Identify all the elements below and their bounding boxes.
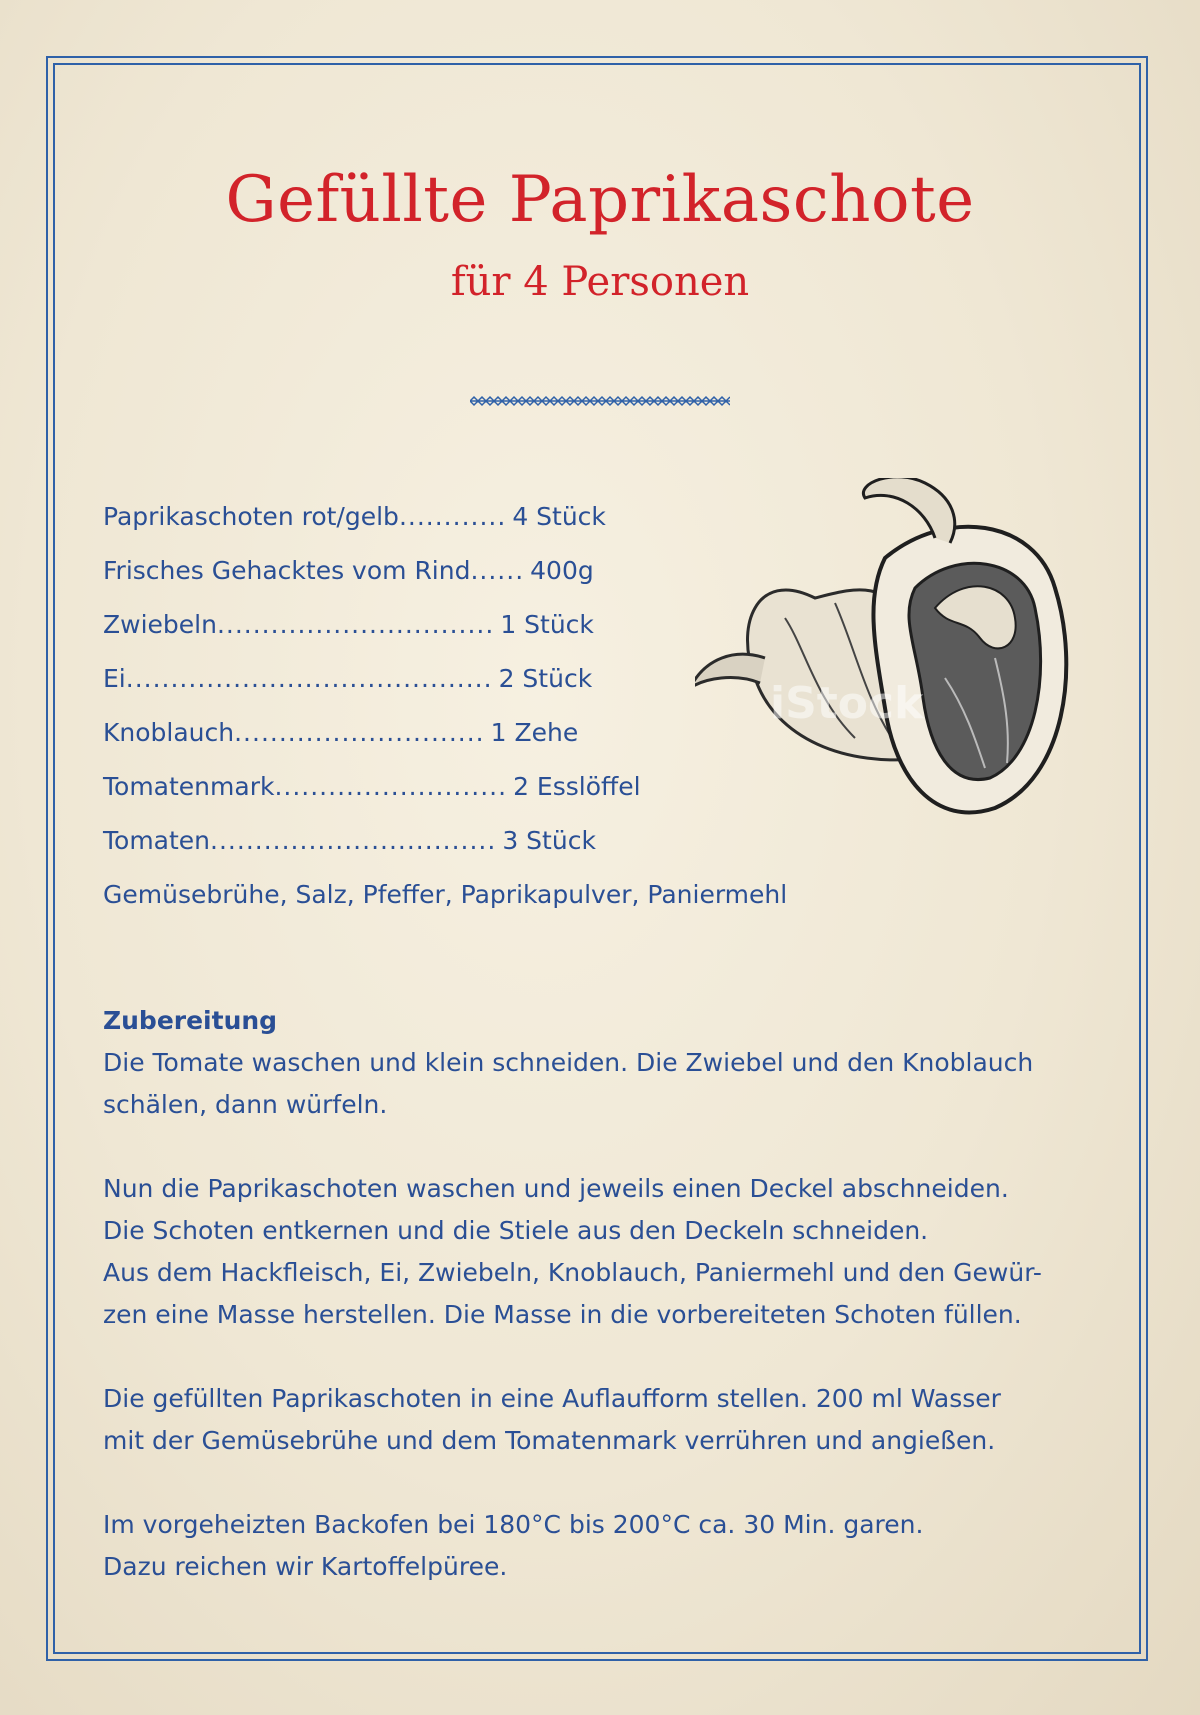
preparation-line: Aus dem Hackfleisch, Ei, Zwiebeln, Knoblauch, Paniermehl und den Gewür- <box>103 1258 1042 1287</box>
ingredient-leader-dots: ............................ <box>234 718 485 747</box>
ingredient-row <box>103 490 803 544</box>
ingredient-row <box>103 814 803 868</box>
ingredient-quantity: 1 Stück <box>500 610 594 639</box>
ingredient-list <box>103 490 803 922</box>
ingredient-leader-dots: ......................................... <box>125 664 493 693</box>
preparation-line: schälen, dann würfeln. <box>103 1090 388 1119</box>
ingredient-row <box>103 544 803 598</box>
ingredient-name: Paprikaschoten rot/gelb <box>103 502 399 531</box>
ingredient-leader-dots: ...... <box>470 556 525 585</box>
preparation-line: mit der Gemüsebrühe und dem Tomatenmark verrühren und angießen. <box>103 1426 996 1455</box>
preparation-line: Dazu reichen wir Kartoffelpüree. <box>103 1552 508 1581</box>
ingredient-leader-dots: ................................ <box>210 826 497 855</box>
ingredient-quantity: 1 Zehe <box>490 718 579 747</box>
ingredient-quantity: 4 Stück <box>512 502 606 531</box>
preparation-line: Die Schoten entkernen und die Stiele aus den Deckeln schneiden. <box>103 1216 929 1245</box>
ingredient-leader-dots: .......................... <box>274 772 508 801</box>
preparation-body <box>103 1042 1103 1588</box>
ingredient-row <box>103 598 803 652</box>
preparation-paragraph <box>103 1504 1103 1588</box>
ingredient-leader-dots: ............ <box>398 502 507 531</box>
ingredient-row <box>103 706 803 760</box>
preparation-line: Die Tomate waschen und klein schneiden. Die Zwiebel und den Knoblauch <box>103 1048 1034 1077</box>
preparation-paragraph <box>103 1378 1103 1462</box>
preparation-paragraph <box>103 1168 1103 1336</box>
ingredient-name: Knoblauch <box>103 718 235 747</box>
preparation-section <box>103 1000 1103 1630</box>
ingredient-leader-dots: ............................... <box>216 610 495 639</box>
preparation-line: Nun die Paprikaschoten waschen und jeweils einen Deckel abschneiden. <box>103 1174 1009 1203</box>
ornament-divider <box>470 393 730 409</box>
preparation-line: Die gefüllten Paprikaschoten in eine Auflaufform stellen. 200 ml Wasser <box>103 1384 1001 1413</box>
preparation-line: zen eine Masse herstellen. Die Masse in die vorbereiteten Schoten füllen. <box>103 1300 1022 1329</box>
recipe-subtitle: für 4 Personen <box>450 259 750 305</box>
preparation-heading: Zubereitung <box>103 1006 278 1035</box>
ingredient-name: Frisches Gehacktes vom Rind <box>103 556 471 585</box>
recipe-title: Gefüllte Paprikaschote <box>225 163 975 237</box>
ingredient-row <box>103 760 803 814</box>
ingredient-name: Tomaten <box>103 826 211 855</box>
ingredient-quantity: 2 Stück <box>498 664 593 693</box>
ingredient-quantity: 400g <box>530 556 594 585</box>
preparation-line: Im vorgeheizten Backofen bei 180°C bis 200°C ca. 30 Min. garen. <box>103 1510 924 1539</box>
ingredient-row <box>103 652 803 706</box>
ingredient-quantity: 2 Esslöffel <box>513 772 641 801</box>
watermark-text: iStock <box>770 678 924 729</box>
extra-ingredients: Gemüsebrühe, Salz, Pfeffer, Paprikapulver, Paniermehl <box>103 880 788 909</box>
ingredient-name: Zwiebeln <box>103 610 217 639</box>
ingredient-name: Tomatenmark <box>103 772 275 801</box>
preparation-paragraph <box>103 1042 1103 1126</box>
ingredient-quantity: 3 Stück <box>502 826 596 855</box>
ingredient-name: Ei <box>103 664 126 693</box>
